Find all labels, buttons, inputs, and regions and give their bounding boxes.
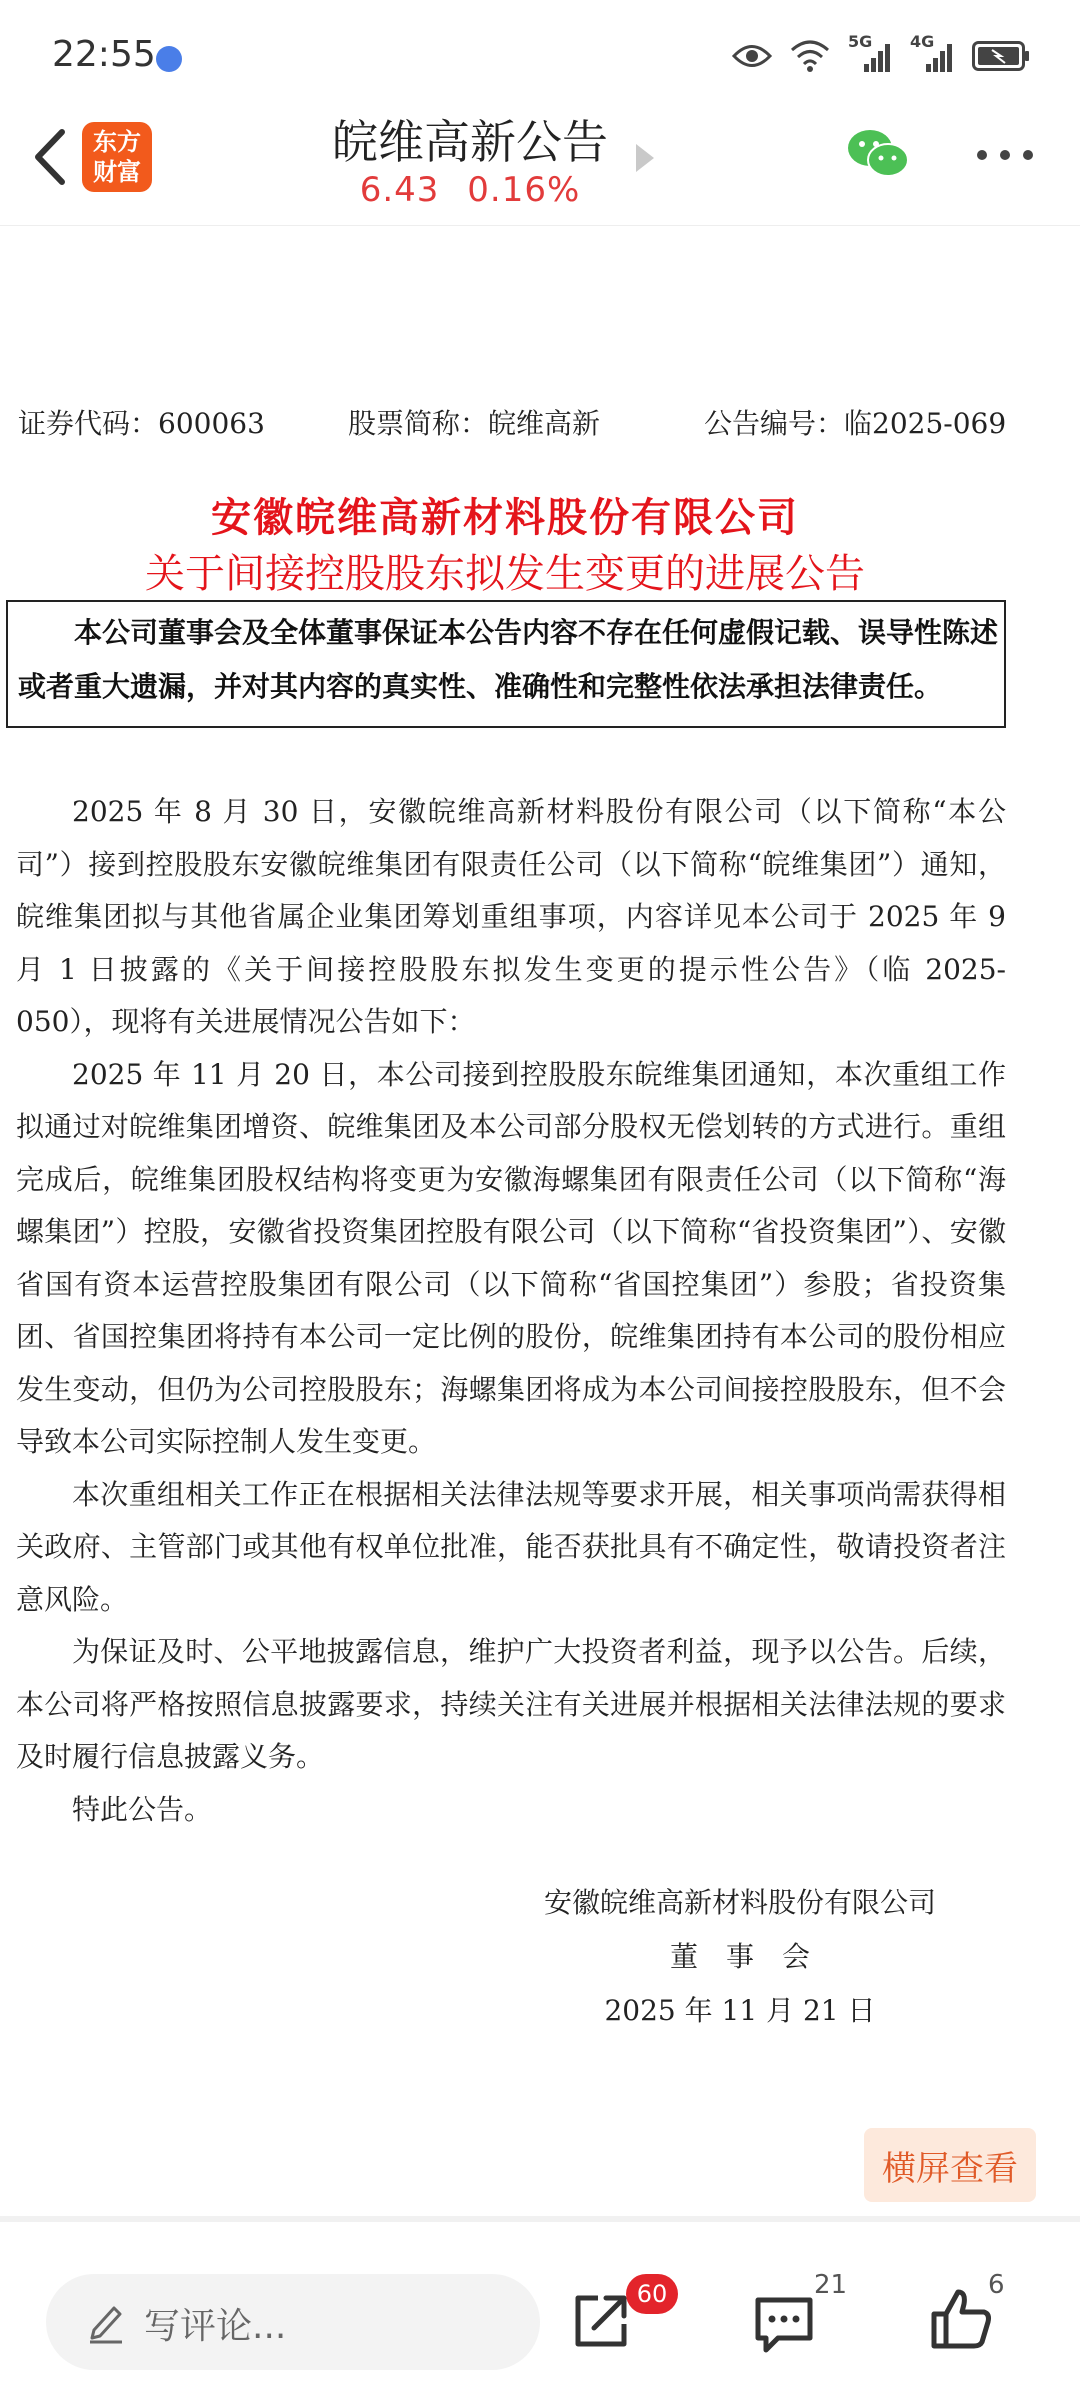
eye-icon — [732, 43, 772, 69]
share-count-badge: 60 — [626, 2274, 678, 2314]
notice-number: 公告编号：临2025-069 — [704, 407, 1007, 440]
battery-icon — [972, 41, 1030, 71]
status-time: 22:55 — [52, 34, 156, 75]
pencil-icon — [86, 2300, 126, 2344]
app-notification-icon — [156, 46, 182, 72]
stock-change: 0.16% — [467, 170, 581, 210]
disclaimer-text: 本公司董事会及全体董事保证本公告内容不存在任何虚假记载、误导性陈述或者重大遗漏，并对其内容的真实性、准确性和完整性依法承担法律责任。 — [18, 616, 999, 703]
app-header — [0, 100, 1080, 226]
signal-4g-icon — [910, 32, 954, 74]
share-icon[interactable] — [572, 2290, 632, 2350]
announcement-body — [16, 786, 1006, 1836]
wechat-icon[interactable] — [846, 126, 910, 182]
page-title[interactable]: 皖维高新公告 — [332, 115, 608, 169]
document-meta-line — [18, 402, 1038, 452]
paragraph: 本次重组相关工作正在根据相关法律法规等要求开展，相关事项尚需获得相关政府、主管部门或其他有权单位批准，能否获批具有不确定性，敬请投资者注意风险。 — [16, 1477, 1006, 1616]
signal-5g-icon — [848, 32, 892, 74]
stock-quote — [0, 170, 940, 210]
signature-date: 2025 年 11 月 21 日 — [604, 1994, 876, 2027]
network-5g-label: 5G — [848, 32, 873, 51]
comment-icon[interactable] — [752, 2294, 816, 2354]
signature-board: 董 事 会 — [669, 1940, 810, 1973]
security-code: 证券代码：600063 — [18, 407, 265, 440]
paragraph: 为保证及时、公平地披露信息，维护广大投资者利益，现予以公告。后续，本公司将严格按照信息披露要求，持续关注有关进展并根据相关法律法规的要求及时履行信息披露义务。 — [16, 1635, 1006, 1773]
announcement-document — [0, 226, 1080, 2216]
paragraph: 2025 年 11 月 20 日，本公司接到控股股东皖维集团通知，本次重组工作拟通过对皖维集团增资、皖维集团及本公司部分股权无偿划转的方式进行。重组完成后，皖维集团股权结构将变更为安徽海螺集团有限责任公司（以下简称“海螺集团”）控股，安徽省投资集团控股有限公司（以下简称“省投资集团”）、安徽省国有资本运营控股集团有限公司（以下简称“省国控集团”）参股；省投资集团、省国控集团将持有本公司一定比例的股份，皖维集团持有本公司的股份相应发生变动，但仍为公司控股股东；海螺集团将成为本公司间接控股股东，但不会导致本公司实际控制人发生变更。 — [16, 1057, 1006, 1458]
comment-placeholder: 写评论... — [144, 2306, 287, 2347]
comment-count: 21 — [814, 2270, 848, 2300]
signature-block — [480, 1876, 1000, 2038]
network-4g-label: 4G — [910, 32, 935, 51]
logo-line-1: 东方 — [93, 127, 141, 156]
bottom-action-bar — [0, 2222, 1080, 2388]
announcement-subject: 关于间接控股股东拟发生变更的进展公告 — [145, 551, 865, 597]
more-options-icon[interactable] — [975, 148, 1035, 162]
stock-short-name: 股票简称：皖维高新 — [348, 407, 601, 440]
comment-input[interactable] — [46, 2274, 540, 2370]
stock-price: 6.43 — [359, 170, 440, 210]
chevron-right-icon[interactable] — [636, 144, 654, 172]
disclaimer-box — [6, 600, 1006, 728]
paragraph: 特此公告。 — [72, 1792, 213, 1826]
company-name-heading: 安徽皖维高新材料股份有限公司 — [211, 494, 799, 541]
logo-line-2: 财富 — [93, 157, 141, 186]
like-count: 6 — [988, 2270, 1005, 2300]
signature-company: 安徽皖维高新材料股份有限公司 — [543, 1886, 936, 1919]
thumbs-up-icon[interactable] — [930, 2286, 992, 2350]
status-icons — [732, 32, 1030, 76]
landscape-view-button[interactable]: 横屏查看 — [864, 2128, 1036, 2202]
status-bar — [0, 0, 1080, 110]
paragraph: 2025 年 8 月 30 日，安徽皖维高新材料股份有限公司（以下简称“本公司”）接到控股股东安徽皖维集团有限责任公司（以下简称“皖维集团”）通知，皖维集团拟与其他省属企业集团筹划重组事项，内容详见本公司于 2025 年 9 月 1 日披露的《关于间接控股股东拟发生变更的提示性公告》（临 2025-050），现将有关进展情况公告如下： — [16, 795, 1006, 1038]
wifi-icon — [790, 40, 830, 72]
